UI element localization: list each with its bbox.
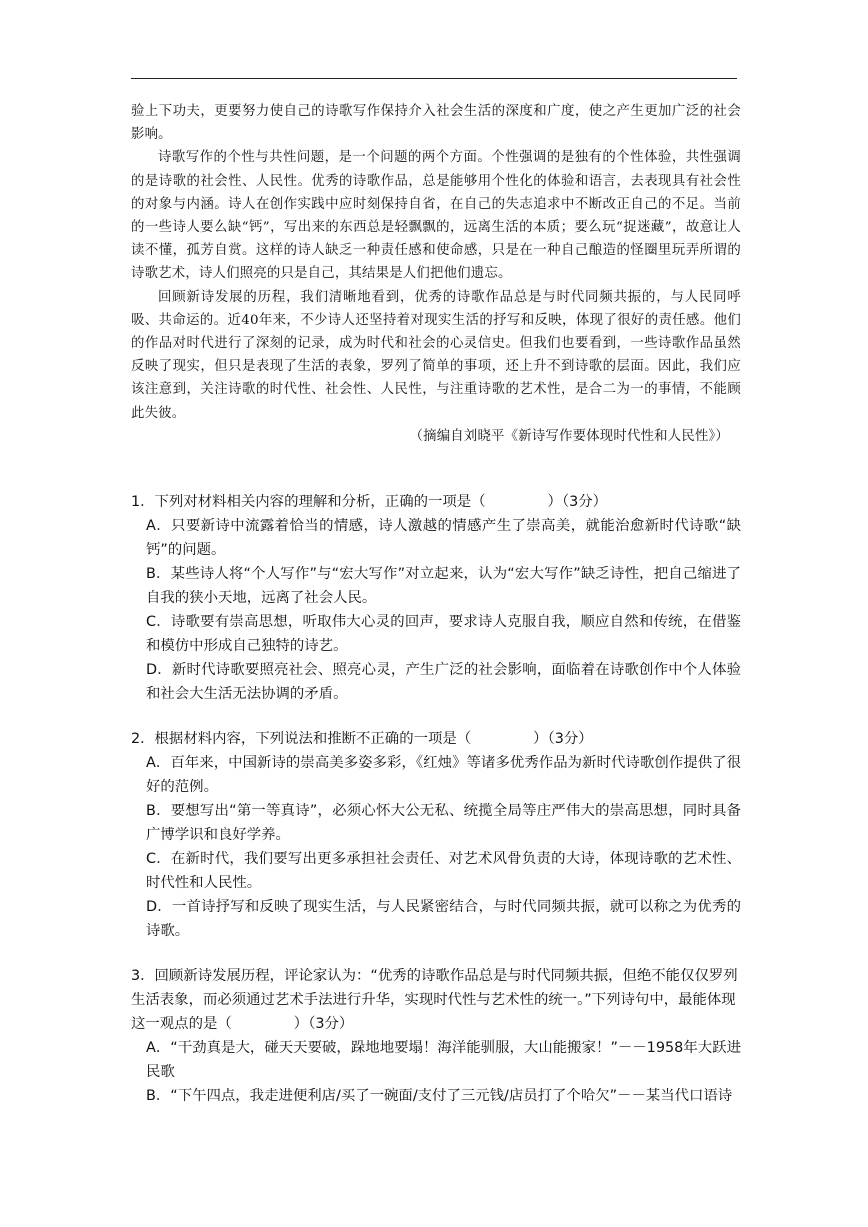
- passage-paragraph: 诗歌写作的个性与共性问题，是一个问题的两个方面。个性强调的是独有的个性体验，共性强调的是诗歌的社会性、人民性。优秀的诗歌作品，总是能够用个性化的体验和语言，去表现具有社会性的对象与内涵。诗人在创作实践中应时刻保持自省，在自己的失志追求中不断改正自己的不足。当前的一些诗人要么缺“钙”，写出来的东西总是轻飘飘的，远离生活的本质；要么玩“捉迷藏”，故意让人读不懂，孤芳自赏。这样的诗人缺乏一种责任感和使命感，只是在一种自己酿造的怪圈里玩弄所谓的诗歌艺术，诗人们照亮的只是自己，其结果是人们把他们遗忘。: [131, 150, 741, 282]
- option-a: A．百年来，中国新诗的崇高美多姿多彩，《红烛》等诸多优秀作品为新时代诗歌创作提供了很好的范例。: [146, 755, 741, 795]
- option-d: D．一首诗抒写和反映了现实生活，与人民紧密结合，与时代同频共振，就可以称之为优秀的诗歌。: [146, 899, 741, 939]
- passage-source: （摘编自刘晓平《新诗写作要体现时代性和人民性》）: [409, 428, 729, 444]
- option-d: D．新时代诗歌要照亮社会、照亮心灵，产生广泛的社会影响，面临着在诗歌创作中个人体验和社会大生活无法协调的矛盾。: [146, 662, 741, 702]
- option-c: C．在新时代，我们要写出更多承担社会责任、对艺术风骨负责的大诗，体现诗歌的艺术性、时代性和人民性。: [146, 851, 741, 891]
- passage-paragraph: 验上下功夫，更要努力使自己的诗歌写作保持介入社会生活的深度和广度，使之产生更加广泛的社会影响。: [131, 104, 741, 143]
- option-b: B．某些诗人将“个人写作”与“宏大写作”对立起来，认为“宏大写作”缺乏诗性，把自己缩进了自我的狭小天地，远离了社会人民。: [146, 566, 741, 606]
- option-a: A．只要新诗中流露着恰当的情感，诗人激越的情感产生了崇高美，就能治愈新时代诗歌“缺钙”的问题。: [146, 518, 741, 558]
- passage-paragraph: 回顾新诗发展的历程，我们清晰地看到，优秀的诗歌作品总是与时代同频共振的，与人民同呼吸、共命运的。近40年来，不少诗人还坚持着对现实生活的抒写和反映，体现了很好的责任感。他们的作品对时代进行了深刻的记录，成为时代和社会的心灵信史。但我们也要看到，一些诗歌作品虽然反映了现实，但只是表现了生活的表象，罗列了简单的事项，还上升不到诗歌的层面。因此，我们应该注意到，关注诗歌的时代性、社会性、人民性，与注重诗歌的艺术性，是合二为一的事情，不能顾此失彼。: [131, 289, 741, 421]
- option-c: C．诗歌要有崇高思想，听取伟大心灵的回声，要求诗人克服自我，顺应自然和传统，在借鉴和模仿中形成自己独特的诗艺。: [146, 614, 741, 654]
- question-2: [131, 727, 741, 943]
- reading-passage: [131, 100, 741, 448]
- question-list: [131, 490, 741, 1129]
- question-stem: 2．根据材料内容，下列说法和推断不正确的一项是（ ）（3分）: [131, 731, 593, 747]
- header-rule: [131, 78, 737, 79]
- question-3: [131, 964, 741, 1108]
- option-a: A．“干劲真是大，碰天天要破，跺地地要塌！海洋能驯服，大山能搬家！”－－1958年大跃进民歌: [146, 1040, 741, 1080]
- question-stem: 3．回顾新诗发展历程，评论家认为：“优秀的诗歌作品总是与时代同频共振，但绝不能仅仅罗列生活表象，而必须通过艺术手法进行升华，实现时代性与艺术性的统一。”下列诗句中，最能体现这一观点的是（ ）（3分）: [131, 968, 738, 1032]
- option-b: B．要想写出“第一等真诗”，必须心怀大公无私、统揽全局等庄严伟大的崇高思想，同时具备广博学识和良好学养。: [146, 803, 741, 843]
- question-stem: 1．下列对材料相关内容的理解和分析，正确的一项是（ ）（3分）: [131, 494, 608, 510]
- option-b: B．“下午四点，我走进便利店/买了一碗面/支付了三元钱/店员打了个哈欠”－－某当代口语诗: [146, 1088, 733, 1104]
- question-1: [131, 490, 741, 706]
